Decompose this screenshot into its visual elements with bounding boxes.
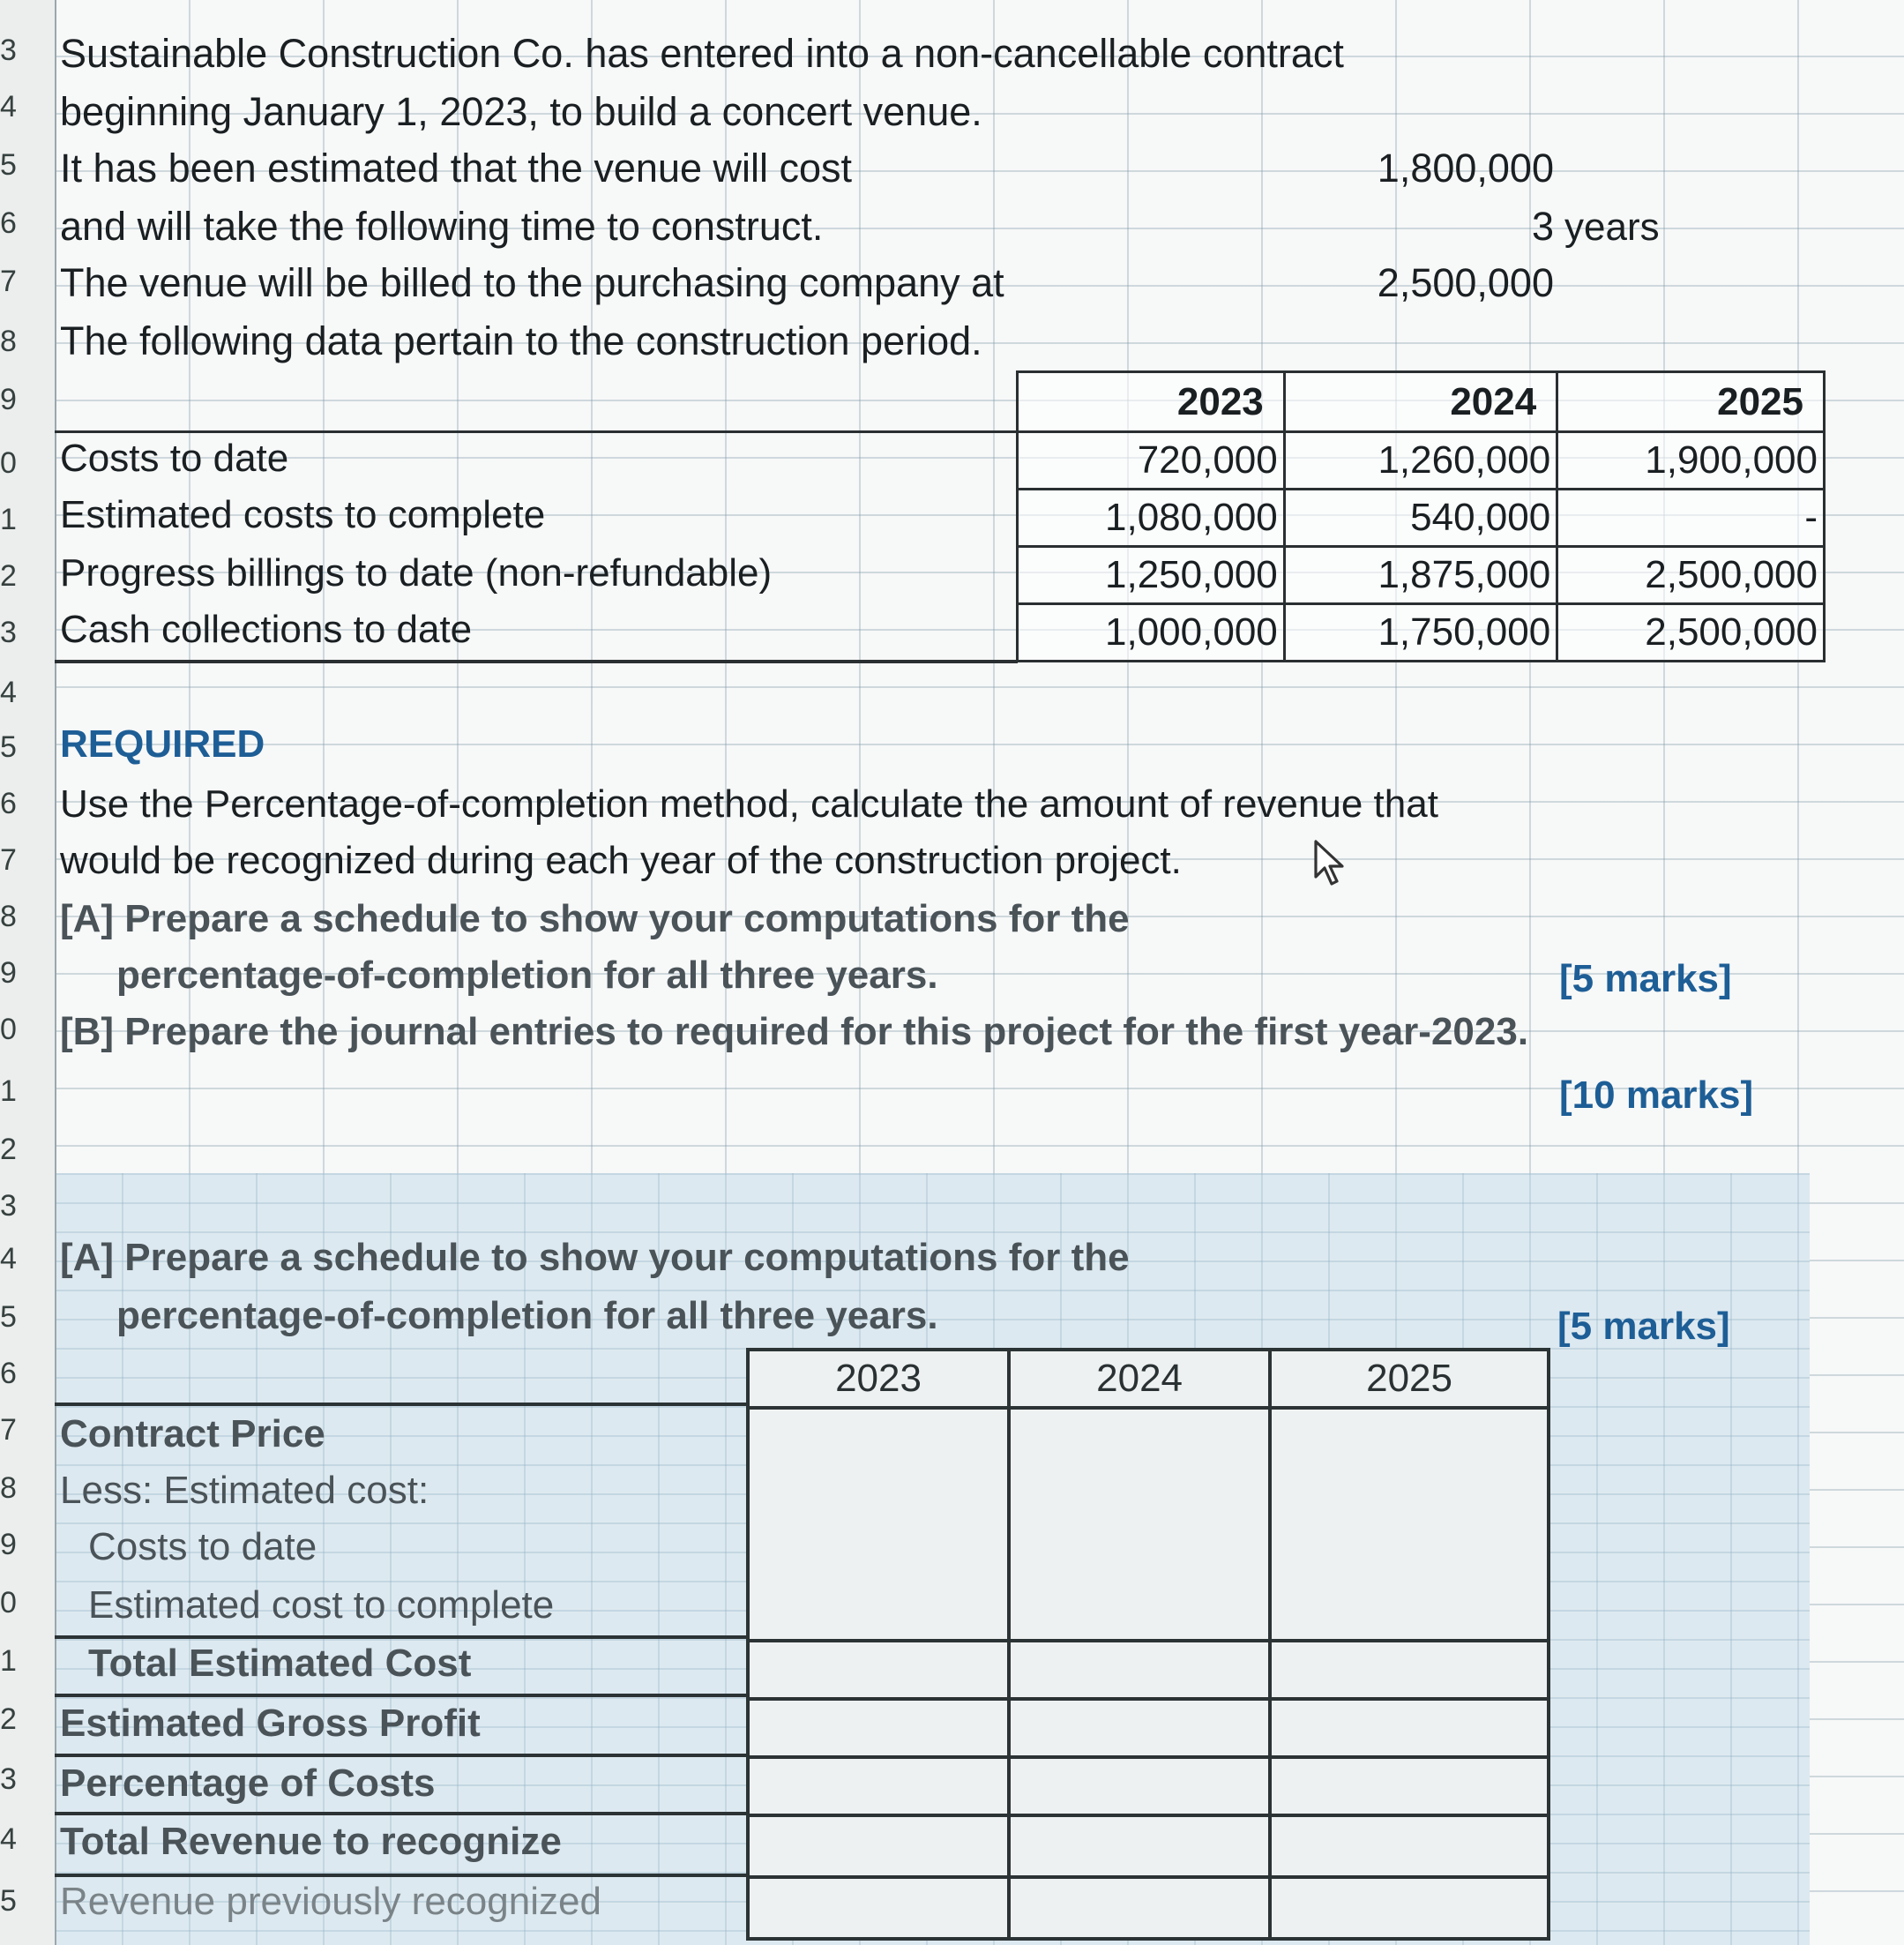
estimated-cost-value[interactable]: 1,800,000 [1377, 146, 1554, 191]
row-number[interactable]: 5 [0, 730, 17, 764]
schedule-input-cell[interactable] [1009, 1757, 1270, 1815]
part-b-line-1[interactable]: [B] Prepare the journal entries to required for this project for the first year-2023. [60, 1010, 1529, 1053]
schedule-input-cell[interactable] [1270, 1641, 1549, 1699]
schedule-input-cell[interactable] [1270, 1877, 1549, 1939]
schedule-rule [55, 1754, 748, 1757]
schedule-input-cell[interactable] [748, 1815, 1009, 1877]
required-line-2[interactable]: would be recognized during each year of the construction project. [60, 839, 1182, 882]
row-number[interactable]: 4 [0, 90, 17, 123]
data-cell[interactable]: 1,875,000 [1284, 547, 1557, 604]
row-number[interactable]: 6 [0, 206, 17, 240]
schedule-rule [55, 1874, 748, 1877]
intro-line-1[interactable]: Sustainable Construction Co. has entered into a non-cancellable contract [60, 31, 1344, 76]
table-bottom-rule [55, 660, 1018, 663]
schedule-input-cell[interactable] [1009, 1699, 1270, 1757]
data-cell[interactable]: 1,000,000 [1018, 604, 1285, 662]
schedule-rule [55, 1635, 748, 1639]
intro-line-6[interactable]: The following data pertain to the construction period. [60, 318, 982, 363]
row-number[interactable]: 8 [0, 325, 17, 358]
part-a-marks[interactable]: [5 marks] [1559, 957, 1732, 1000]
row-number[interactable]: 6 [0, 787, 17, 820]
billing-price-value[interactable]: 2,500,000 [1377, 260, 1554, 305]
table-top-rule [55, 430, 1018, 433]
row-number[interactable]: 5 [0, 1884, 17, 1918]
schedule-year-2025[interactable]: 2025 [1270, 1350, 1549, 1408]
row-number[interactable]: 8 [0, 900, 17, 933]
schedule-row-label[interactable]: Costs to date [88, 1525, 317, 1568]
row-number[interactable]: 4 [0, 676, 17, 709]
row-number[interactable]: 9 [0, 1528, 17, 1561]
row-number[interactable]: 5 [0, 1300, 17, 1334]
data-cell[interactable]: 1,080,000 [1018, 490, 1285, 547]
schedule-input-cell[interactable] [748, 1757, 1009, 1815]
data-cell[interactable]: 540,000 [1284, 490, 1557, 547]
row-number[interactable]: 7 [0, 843, 17, 877]
row-number[interactable]: 9 [0, 956, 17, 990]
intro-line-4[interactable]: and will take the following time to construct. [60, 204, 824, 249]
row-number[interactable]: 0 [0, 1586, 17, 1620]
year-header-2024[interactable]: 2024 [1284, 372, 1557, 432]
schedule-marks[interactable]: [5 marks] [1557, 1305, 1730, 1348]
row-number[interactable]: 3 [0, 34, 17, 67]
schedule-input-cell[interactable] [1270, 1408, 1549, 1641]
row-number[interactable]: 7 [0, 1413, 17, 1447]
schedule-row-label[interactable]: Percentage of Costs [60, 1762, 436, 1805]
data-row-label[interactable]: Cash collections to date [60, 608, 473, 651]
required-heading[interactable]: REQUIRED [60, 722, 265, 766]
schedule-input-cell[interactable] [748, 1408, 1009, 1641]
row-number[interactable]: 9 [0, 383, 17, 416]
schedule-rule [55, 1694, 748, 1697]
schedule-input-cell[interactable] [1270, 1815, 1549, 1877]
schedule-input-cell[interactable] [1009, 1408, 1270, 1641]
row-number[interactable]: 6 [0, 1357, 17, 1390]
schedule-input-cell[interactable] [1009, 1641, 1270, 1699]
schedule-title-line-2[interactable]: percentage-of-completion for all three years. [116, 1294, 938, 1337]
schedule-input-cell[interactable] [1270, 1757, 1549, 1815]
row-number[interactable]: 0 [0, 446, 17, 480]
row-number[interactable]: 1 [0, 1644, 17, 1678]
schedule-input-cell[interactable] [1270, 1699, 1549, 1757]
schedule-row-label[interactable]: Contract Price [60, 1412, 325, 1455]
row-number[interactable]: 2 [0, 559, 17, 593]
row-number[interactable]: 4 [0, 1822, 17, 1856]
schedule-input-cell[interactable] [1009, 1815, 1270, 1877]
row-number[interactable]: 5 [0, 148, 17, 182]
row-number[interactable]: 2 [0, 1133, 17, 1166]
row-number[interactable]: 1 [0, 1074, 17, 1108]
schedule-input-cell[interactable] [748, 1877, 1009, 1939]
schedule-rule [55, 1812, 748, 1815]
row-number[interactable]: 0 [0, 1013, 17, 1046]
construction-data-table [1016, 370, 1826, 662]
schedule-input-cell[interactable] [748, 1641, 1009, 1699]
row-number[interactable]: 4 [0, 1242, 17, 1275]
data-row-label[interactable]: Estimated costs to complete [60, 493, 546, 536]
data-cell[interactable]: 1,750,000 [1284, 604, 1557, 662]
data-cell[interactable]: 1,250,000 [1018, 547, 1285, 604]
percentage-completion-schedule [746, 1348, 1550, 1941]
data-cell[interactable]: 2,500,000 [1557, 604, 1825, 662]
years-unit-label[interactable]: years [1564, 206, 1660, 249]
data-row-label[interactable]: Costs to date [60, 437, 289, 480]
schedule-year-2023[interactable]: 2023 [748, 1350, 1009, 1408]
data-cell[interactable]: 1,260,000 [1284, 432, 1557, 490]
data-cell[interactable]: 720,000 [1018, 432, 1285, 490]
schedule-year-2024[interactable]: 2024 [1009, 1350, 1270, 1408]
row-number[interactable]: 2 [0, 1702, 17, 1736]
schedule-row-label[interactable]: Estimated cost to complete [88, 1583, 555, 1627]
schedule-row-label[interactable]: Total Revenue to recognize [60, 1820, 562, 1863]
row-number[interactable]: 7 [0, 265, 17, 298]
schedule-row-label[interactable]: Revenue previously recognized [60, 1880, 601, 1923]
schedule-input-cell[interactable] [748, 1699, 1009, 1757]
schedule-rule [55, 1403, 748, 1406]
construction-years-value[interactable]: 3 [1531, 204, 1554, 249]
data-row-label[interactable]: Progress billings to date (non-refundable) [60, 551, 773, 595]
data-cell[interactable]: 1,900,000 [1557, 432, 1825, 490]
schedule-title-line-1[interactable]: [A] Prepare a schedule to show your computations for the [60, 1236, 1130, 1279]
row-number[interactable]: 3 [0, 1189, 17, 1223]
intro-line-5[interactable]: The venue will be billed to the purchasing company at [60, 260, 1004, 305]
row-number[interactable]: 8 [0, 1471, 17, 1505]
part-a-line-2[interactable]: percentage-of-completion for all three years. [116, 954, 938, 997]
intro-line-2[interactable]: beginning January 1, 2023, to build a concert venue. [60, 89, 982, 134]
row-number[interactable]: 3 [0, 616, 17, 649]
year-header-2023[interactable]: 2023 [1018, 372, 1285, 432]
schedule-input-cell[interactable] [1009, 1877, 1270, 1939]
part-b-marks[interactable]: [10 marks] [1559, 1073, 1754, 1117]
year-header-2025[interactable]: 2025 [1557, 372, 1825, 432]
intro-line-3[interactable]: It has been estimated that the venue will cost [60, 146, 853, 191]
data-cell[interactable]: - [1557, 490, 1825, 547]
mouse-cursor-icon [1312, 838, 1355, 887]
row-number[interactable]: 3 [0, 1762, 17, 1796]
required-line-1[interactable]: Use the Percentage-of-completion method, calculate the amount of revenue that [60, 782, 1438, 826]
row-header-strip[interactable] [0, 0, 56, 1945]
schedule-row-label[interactable]: Estimated Gross Profit [60, 1702, 481, 1745]
schedule-row-label[interactable]: Less: Estimated cost: [60, 1469, 429, 1512]
row-number[interactable]: 1 [0, 503, 17, 536]
schedule-row-label[interactable]: Total Estimated Cost [88, 1642, 472, 1685]
part-a-line-1[interactable]: [A] Prepare a schedule to show your computations for the [60, 897, 1130, 940]
data-cell[interactable]: 2,500,000 [1557, 547, 1825, 604]
